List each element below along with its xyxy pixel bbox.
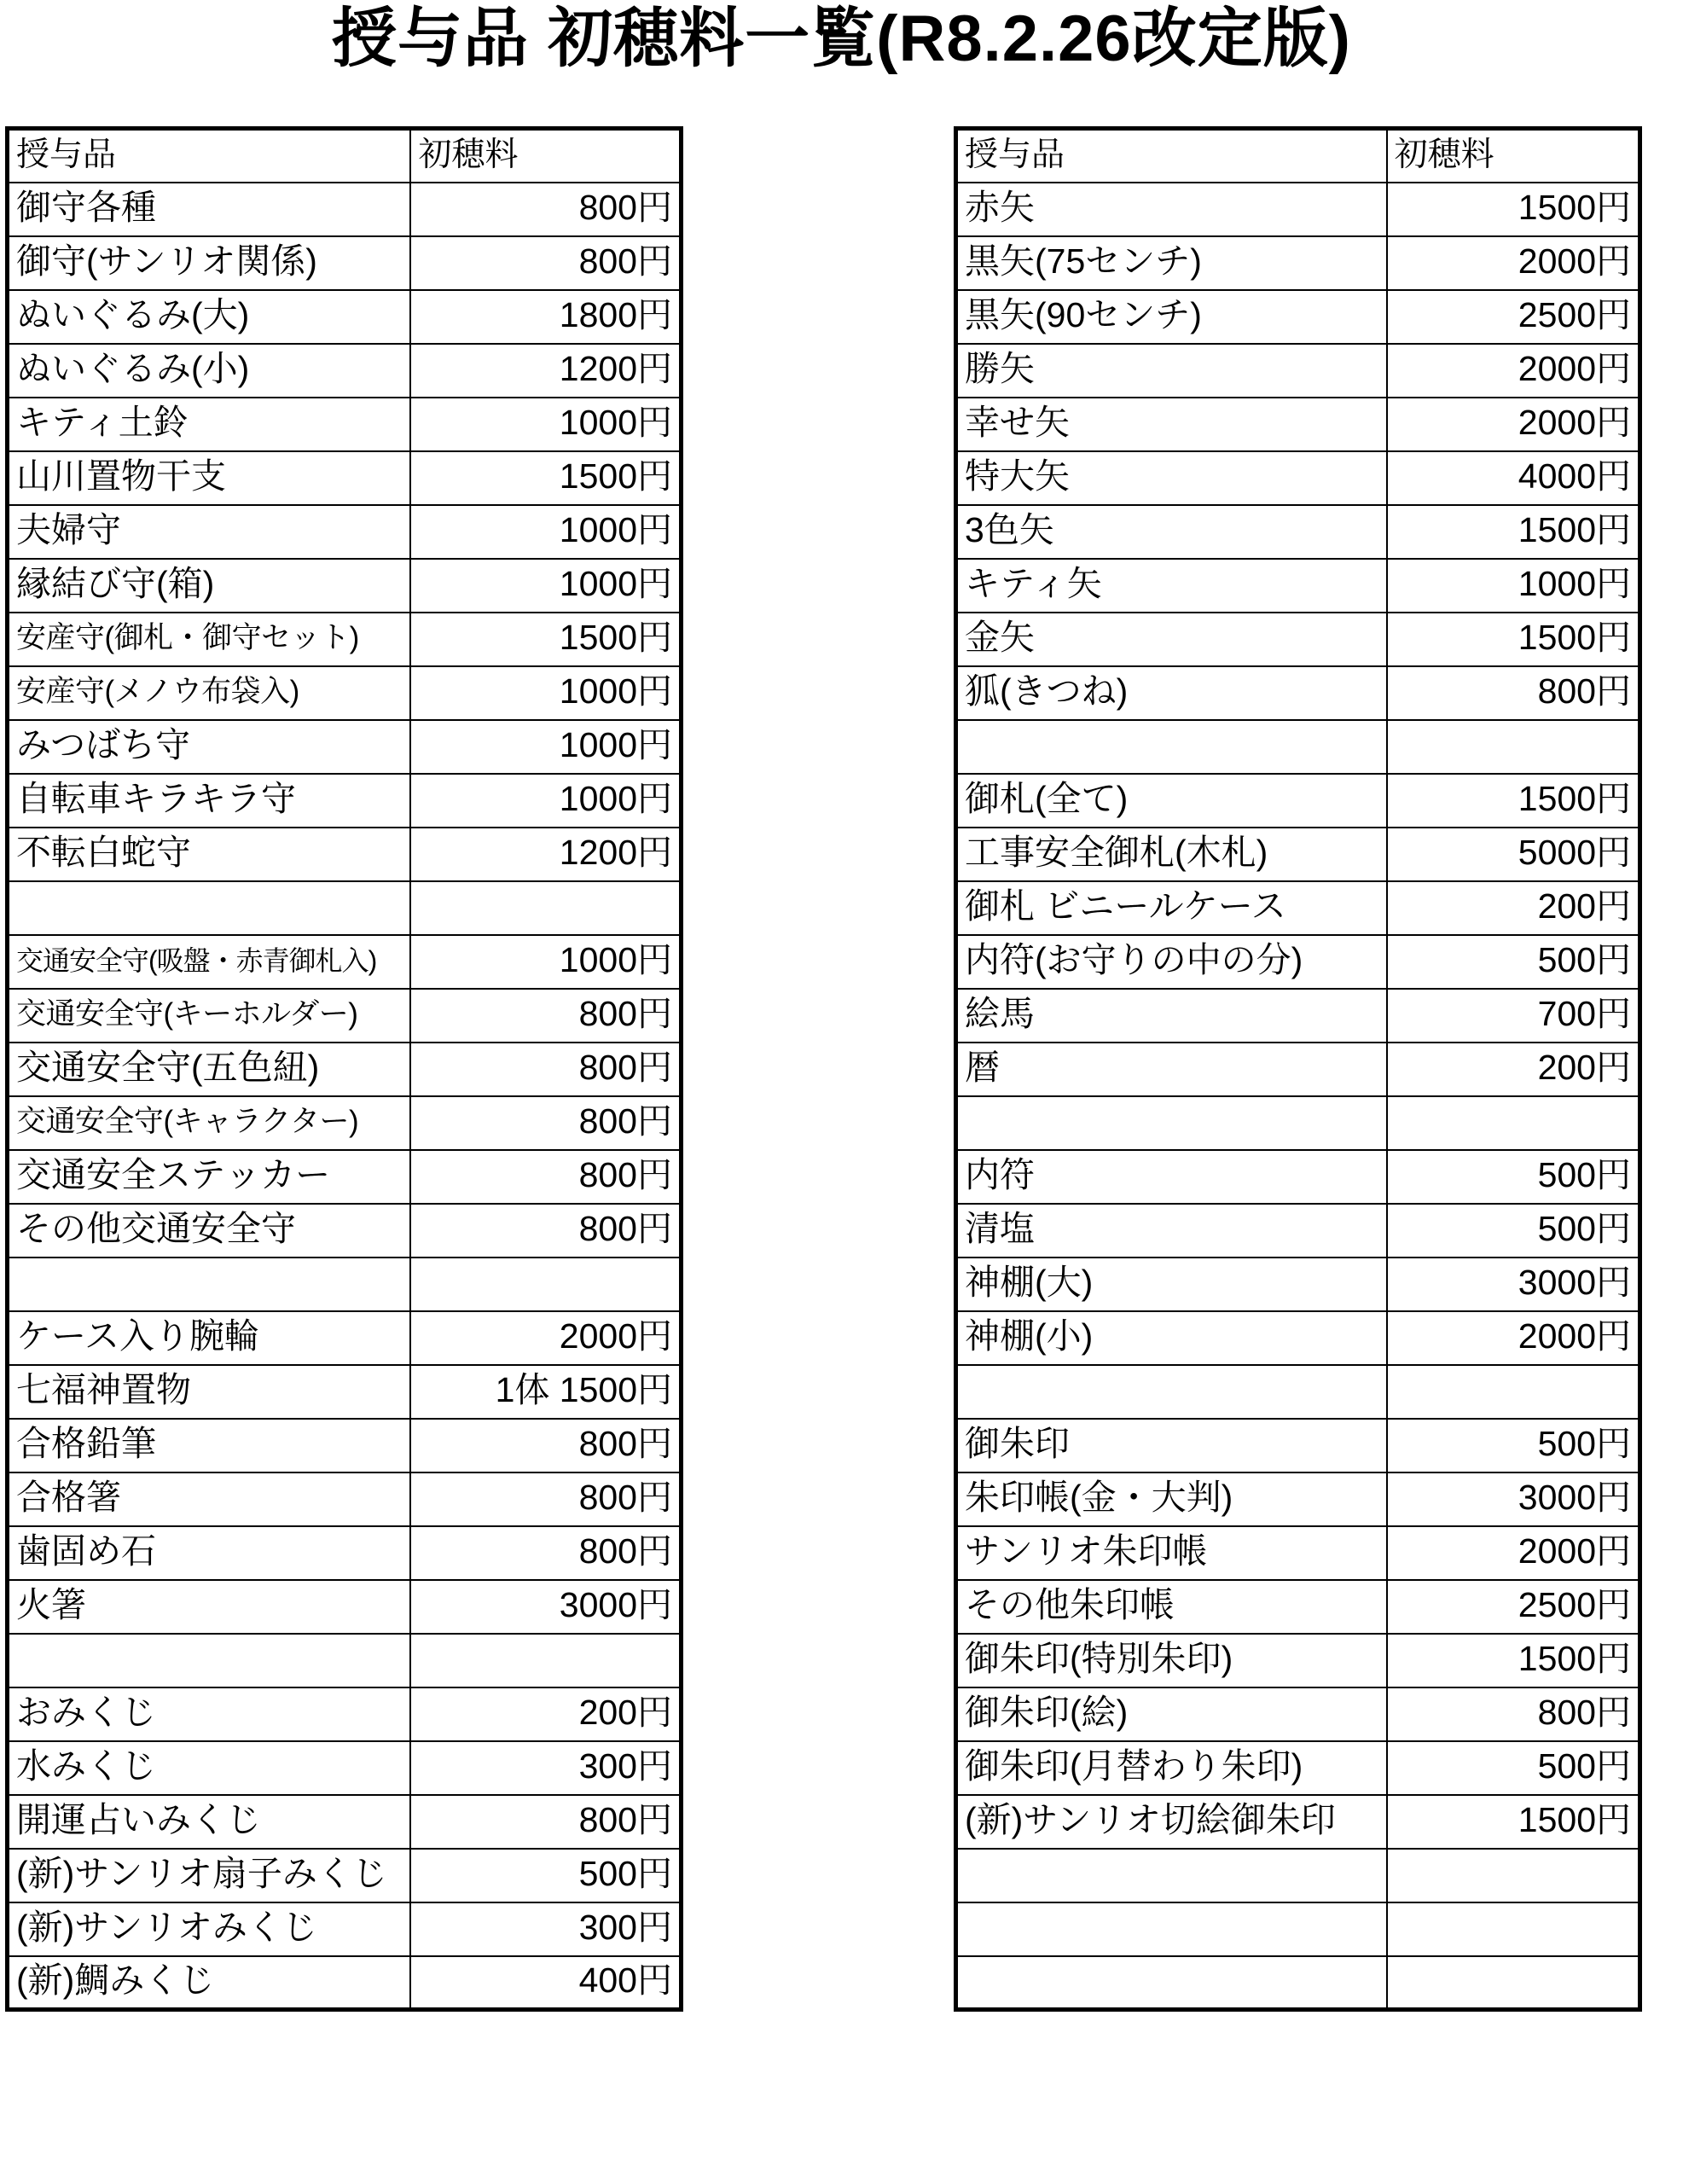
table-row xyxy=(8,1795,682,1849)
item-price-cell: 3000円 xyxy=(1387,1258,1640,1311)
item-price-cell: 1500円 xyxy=(1387,505,1640,559)
item-price-cell: 1500円 xyxy=(1387,1795,1640,1849)
spacer-cell xyxy=(956,1365,1387,1419)
spacer-cell xyxy=(1387,720,1640,774)
table-row xyxy=(956,666,1640,720)
table-row xyxy=(8,183,682,236)
table-row xyxy=(956,1150,1640,1204)
table-row xyxy=(8,398,682,451)
item-name-cell: サンリオ朱印帳 xyxy=(956,1526,1387,1580)
item-name-cell: 不転白蛇守 xyxy=(8,828,411,881)
item-name-cell: 夫婦守 xyxy=(8,505,411,559)
item-name-cell: 幸せ矢 xyxy=(956,398,1387,451)
right-table-body xyxy=(956,129,1640,2010)
item-name-cell: 御守(サンリオ関係) xyxy=(8,236,411,290)
table-row xyxy=(956,290,1640,344)
item-name-cell: 工事安全御札(木札) xyxy=(956,828,1387,881)
item-name-cell: 清塩 xyxy=(956,1204,1387,1258)
table-header-row xyxy=(8,129,682,183)
table-row xyxy=(956,1204,1640,1258)
spacer-cell xyxy=(1387,1849,1640,1902)
table-row xyxy=(956,1580,1640,1634)
item-name-cell: 安産守(メノウ布袋入) xyxy=(8,666,411,720)
table-row xyxy=(956,989,1640,1043)
item-price-cell: 1000円 xyxy=(410,935,681,989)
item-price-cell: 1500円 xyxy=(1387,613,1640,666)
table-row xyxy=(8,1956,682,2010)
item-price-cell: 300円 xyxy=(410,1741,681,1795)
item-name-cell: その他交通安全守 xyxy=(8,1204,411,1258)
table-row xyxy=(8,236,682,290)
table-row xyxy=(8,828,682,881)
table-row xyxy=(956,828,1640,881)
table-row xyxy=(8,1902,682,1956)
item-price-cell: 5000円 xyxy=(1387,828,1640,881)
table-row xyxy=(8,290,682,344)
offerings-price-table-right xyxy=(954,126,1642,2012)
table-row xyxy=(956,774,1640,828)
column-header-item: 授与品 xyxy=(956,129,1387,183)
item-name-cell: 御朱印 xyxy=(956,1419,1387,1472)
column-header-price: 初穂料 xyxy=(410,129,681,183)
spacer-cell xyxy=(410,1634,681,1687)
table-row xyxy=(8,1204,682,1258)
table-row xyxy=(8,505,682,559)
column-header-price: 初穂料 xyxy=(1387,129,1640,183)
spacer-cell xyxy=(956,1902,1387,1956)
item-price-cell: 500円 xyxy=(1387,935,1640,989)
item-price-cell: 800円 xyxy=(410,1795,681,1849)
item-name-cell: 自転車キラキラ守 xyxy=(8,774,411,828)
item-price-cell: 1200円 xyxy=(410,828,681,881)
table-row xyxy=(8,344,682,398)
item-name-cell: (新)サンリオみくじ xyxy=(8,1902,411,1956)
item-name-cell: 金矢 xyxy=(956,613,1387,666)
table-row xyxy=(8,613,682,666)
table-row xyxy=(956,613,1640,666)
spacer-cell xyxy=(956,1096,1387,1150)
item-name-cell: 3色矢 xyxy=(956,505,1387,559)
item-price-cell: 1000円 xyxy=(410,720,681,774)
item-name-cell: 内符(お守りの中の分) xyxy=(956,935,1387,989)
left-table-container xyxy=(5,126,683,2012)
item-name-cell: 合格鉛筆 xyxy=(8,1419,411,1472)
table-row xyxy=(956,1472,1640,1526)
spacer-cell xyxy=(8,881,411,935)
table-spacer-row xyxy=(956,1096,1640,1150)
item-price-cell: 1000円 xyxy=(410,666,681,720)
item-name-cell: 開運占いみくじ xyxy=(8,1795,411,1849)
item-price-cell: 800円 xyxy=(410,1204,681,1258)
item-price-cell: 800円 xyxy=(410,1419,681,1472)
page-title: 授与品 初穂料一覧(R8.2.26改定版) xyxy=(332,3,1351,75)
table-row xyxy=(956,935,1640,989)
item-price-cell: 800円 xyxy=(410,183,681,236)
item-name-cell: 交通安全守(キャラクター) xyxy=(8,1096,411,1150)
item-price-cell: 500円 xyxy=(1387,1204,1640,1258)
table-row xyxy=(956,559,1640,613)
table-row xyxy=(8,1741,682,1795)
table-row xyxy=(956,1634,1640,1687)
item-price-cell: 1体 1500円 xyxy=(410,1365,681,1419)
spacer-cell xyxy=(8,1258,411,1311)
item-name-cell: 交通安全守(五色紐) xyxy=(8,1043,411,1096)
item-name-cell: 御朱印(絵) xyxy=(956,1687,1387,1741)
item-price-cell: 800円 xyxy=(410,1043,681,1096)
table-row xyxy=(8,559,682,613)
item-price-cell: 400円 xyxy=(410,1956,681,2010)
item-price-cell: 500円 xyxy=(1387,1741,1640,1795)
spacer-cell xyxy=(1387,1956,1640,2010)
table-row xyxy=(8,1150,682,1204)
item-price-cell: 1500円 xyxy=(1387,1634,1640,1687)
item-price-cell: 2000円 xyxy=(1387,344,1640,398)
item-name-cell: 神棚(大) xyxy=(956,1258,1387,1311)
item-name-cell: 狐(きつね) xyxy=(956,666,1387,720)
table-row xyxy=(8,1526,682,1580)
offerings-price-table-left xyxy=(5,126,683,2012)
item-name-cell: 山川置物干支 xyxy=(8,451,411,505)
item-price-cell: 1500円 xyxy=(410,451,681,505)
item-price-cell: 2500円 xyxy=(1387,290,1640,344)
table-row xyxy=(956,1526,1640,1580)
item-price-cell: 800円 xyxy=(410,1472,681,1526)
table-row xyxy=(8,935,682,989)
item-name-cell: 歯固め石 xyxy=(8,1526,411,1580)
table-spacer-row xyxy=(956,1365,1640,1419)
table-row xyxy=(8,1311,682,1365)
table-row xyxy=(956,1419,1640,1472)
table-row xyxy=(8,451,682,505)
spacer-cell xyxy=(956,1849,1387,1902)
table-spacer-row xyxy=(8,881,682,935)
item-name-cell: みつばち守 xyxy=(8,720,411,774)
item-name-cell: 特大矢 xyxy=(956,451,1387,505)
table-row xyxy=(8,1043,682,1096)
item-name-cell: 交通安全ステッカー xyxy=(8,1150,411,1204)
table-spacer-row xyxy=(956,1956,1640,2010)
item-price-cell: 2500円 xyxy=(1387,1580,1640,1634)
table-row xyxy=(956,505,1640,559)
item-name-cell: 合格箸 xyxy=(8,1472,411,1526)
item-name-cell: 黒矢(90センチ) xyxy=(956,290,1387,344)
item-name-cell: 安産守(御札・御守セット) xyxy=(8,613,411,666)
item-price-cell: 1500円 xyxy=(1387,183,1640,236)
item-name-cell: おみくじ xyxy=(8,1687,411,1741)
item-name-cell: 御朱印(特別朱印) xyxy=(956,1634,1387,1687)
item-name-cell: 御札(全て) xyxy=(956,774,1387,828)
item-price-cell: 1000円 xyxy=(410,774,681,828)
spacer-cell xyxy=(1387,1902,1640,1956)
table-row xyxy=(956,451,1640,505)
item-price-cell: 1500円 xyxy=(1387,774,1640,828)
item-price-cell: 800円 xyxy=(410,236,681,290)
item-name-cell: 水みくじ xyxy=(8,1741,411,1795)
item-price-cell: 200円 xyxy=(1387,881,1640,935)
item-name-cell: (新)サンリオ扇子みくじ xyxy=(8,1849,411,1902)
item-name-cell: 交通安全守(キーホルダー) xyxy=(8,989,411,1043)
table-row xyxy=(8,989,682,1043)
table-row xyxy=(956,398,1640,451)
item-price-cell: 500円 xyxy=(1387,1150,1640,1204)
table-row xyxy=(956,1311,1640,1365)
item-name-cell: 御朱印(月替わり朱印) xyxy=(956,1741,1387,1795)
table-row xyxy=(8,1580,682,1634)
spacer-cell xyxy=(1387,1365,1640,1419)
item-price-cell: 700円 xyxy=(1387,989,1640,1043)
table-row xyxy=(8,666,682,720)
table-row xyxy=(8,1472,682,1526)
item-price-cell: 800円 xyxy=(410,989,681,1043)
item-name-cell: 神棚(小) xyxy=(956,1311,1387,1365)
item-price-cell: 200円 xyxy=(1387,1043,1640,1096)
item-price-cell: 800円 xyxy=(410,1526,681,1580)
item-price-cell: 3000円 xyxy=(1387,1472,1640,1526)
table-row xyxy=(956,1043,1640,1096)
item-price-cell: 800円 xyxy=(410,1150,681,1204)
item-name-cell: キティ矢 xyxy=(956,559,1387,613)
item-price-cell: 1000円 xyxy=(410,559,681,613)
item-name-cell: ぬいぐるみ(大) xyxy=(8,290,411,344)
item-name-cell: 黒矢(75センチ) xyxy=(956,236,1387,290)
item-price-cell: 500円 xyxy=(410,1849,681,1902)
item-price-cell: 1800円 xyxy=(410,290,681,344)
table-spacer-row xyxy=(956,1902,1640,1956)
item-price-cell: 2000円 xyxy=(1387,1311,1640,1365)
item-name-cell: その他朱印帳 xyxy=(956,1580,1387,1634)
table-spacer-row xyxy=(956,720,1640,774)
table-spacer-row xyxy=(8,1258,682,1311)
item-price-cell: 800円 xyxy=(1387,1687,1640,1741)
item-name-cell: キティ土鈴 xyxy=(8,398,411,451)
item-name-cell: 交通安全守(吸盤・赤青御札入) xyxy=(8,935,411,989)
item-name-cell: 内符 xyxy=(956,1150,1387,1204)
table-row xyxy=(8,1849,682,1902)
spacer-cell xyxy=(1387,1096,1640,1150)
item-price-cell: 200円 xyxy=(410,1687,681,1741)
table-row xyxy=(956,1795,1640,1849)
item-price-cell: 2000円 xyxy=(1387,1526,1640,1580)
table-row xyxy=(956,1687,1640,1741)
table-row xyxy=(8,1096,682,1150)
item-price-cell: 3000円 xyxy=(410,1580,681,1634)
item-name-cell: 御守各種 xyxy=(8,183,411,236)
table-row xyxy=(956,1258,1640,1311)
item-price-cell: 2000円 xyxy=(410,1311,681,1365)
table-row xyxy=(956,344,1640,398)
table-row xyxy=(956,1741,1640,1795)
item-price-cell: 800円 xyxy=(1387,666,1640,720)
item-name-cell: ケース入り腕輪 xyxy=(8,1311,411,1365)
table-row xyxy=(8,774,682,828)
table-row xyxy=(956,183,1640,236)
spacer-cell xyxy=(956,1956,1387,2010)
left-table-body xyxy=(8,129,682,2010)
item-name-cell: (新)鯛みくじ xyxy=(8,1956,411,2010)
table-row xyxy=(956,236,1640,290)
item-name-cell: 御札 ビニールケース xyxy=(956,881,1387,935)
item-name-cell: 七福神置物 xyxy=(8,1365,411,1419)
right-table-container xyxy=(954,126,1642,2012)
table-row xyxy=(956,881,1640,935)
item-name-cell: 赤矢 xyxy=(956,183,1387,236)
item-name-cell: ぬいぐるみ(小) xyxy=(8,344,411,398)
spacer-cell xyxy=(956,720,1387,774)
table-row xyxy=(8,720,682,774)
item-price-cell: 1000円 xyxy=(410,398,681,451)
item-price-cell: 300円 xyxy=(410,1902,681,1956)
table-row xyxy=(8,1419,682,1472)
item-name-cell: 勝矢 xyxy=(956,344,1387,398)
table-spacer-row xyxy=(956,1849,1640,1902)
item-price-cell: 1500円 xyxy=(410,613,681,666)
item-price-cell: 2000円 xyxy=(1387,398,1640,451)
item-name-cell: 絵馬 xyxy=(956,989,1387,1043)
spacer-cell xyxy=(410,881,681,935)
item-name-cell: (新)サンリオ切絵御朱印 xyxy=(956,1795,1387,1849)
item-name-cell: 火箸 xyxy=(8,1580,411,1634)
table-row xyxy=(8,1687,682,1741)
item-price-cell: 800円 xyxy=(410,1096,681,1150)
table-spacer-row xyxy=(8,1634,682,1687)
item-price-cell: 1000円 xyxy=(410,505,681,559)
item-name-cell: 暦 xyxy=(956,1043,1387,1096)
item-price-cell: 2000円 xyxy=(1387,236,1640,290)
item-price-cell: 1000円 xyxy=(1387,559,1640,613)
spacer-cell xyxy=(8,1634,411,1687)
item-name-cell: 縁結び守(箱) xyxy=(8,559,411,613)
item-price-cell: 4000円 xyxy=(1387,451,1640,505)
table-header-row xyxy=(956,129,1640,183)
item-price-cell: 500円 xyxy=(1387,1419,1640,1472)
column-header-item: 授与品 xyxy=(8,129,411,183)
table-row xyxy=(8,1365,682,1419)
item-price-cell: 1200円 xyxy=(410,344,681,398)
item-name-cell: 朱印帳(金・大判) xyxy=(956,1472,1387,1526)
spacer-cell xyxy=(410,1258,681,1311)
